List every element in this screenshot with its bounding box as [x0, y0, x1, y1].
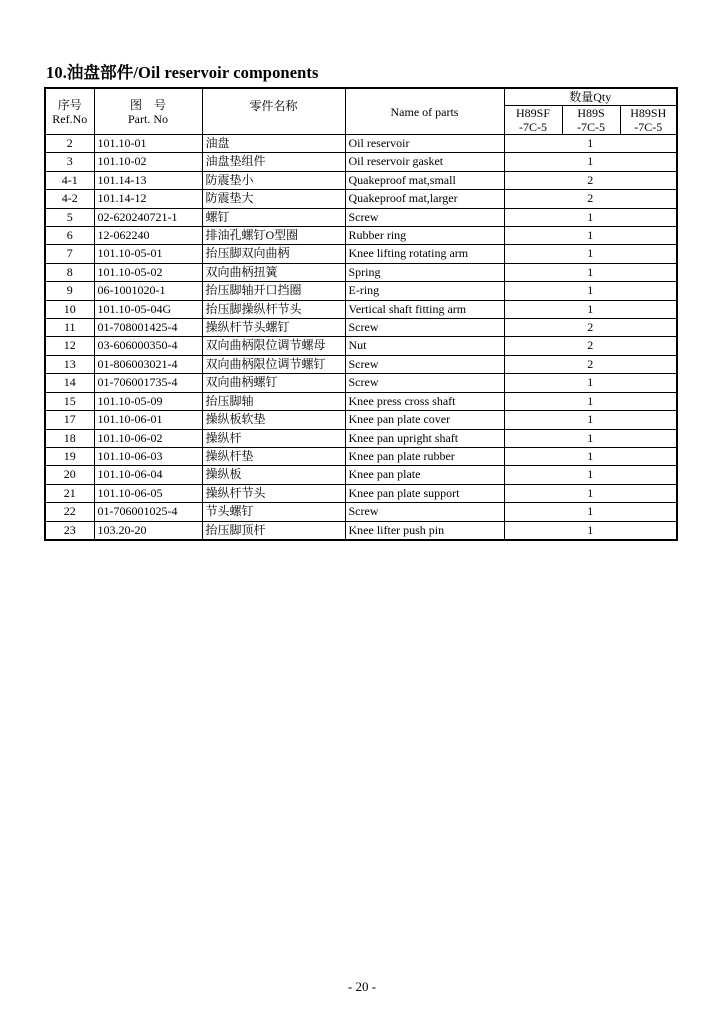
name-en-cell: Knee lifting rotating arm: [345, 245, 504, 263]
name-cn-cell: 油盘: [202, 135, 345, 153]
ref-cell: 2: [45, 135, 94, 153]
name-cn-cell: 操纵杆: [202, 429, 345, 447]
part-number-cell: 101.10-02: [94, 153, 202, 171]
table-row: [45, 190, 677, 208]
name-en-cell: Screw: [345, 208, 504, 226]
quantity-cell: 1: [504, 466, 677, 484]
part-number-cell: 101.10-06-02: [94, 429, 202, 447]
quantity-cell: 1: [504, 300, 677, 318]
name-en-cell: Screw: [345, 355, 504, 373]
quantity-cell: 1: [504, 411, 677, 429]
part-number-cell: 02-620240721-1: [94, 208, 202, 226]
name-cn-cell: 螺钉: [202, 208, 345, 226]
name-en-cell: Screw: [345, 374, 504, 392]
header-part-en: Part. No: [128, 111, 168, 126]
name-cn-cell: 油盘垫组件: [202, 153, 345, 171]
parts-table: [44, 87, 678, 541]
table-row: [45, 300, 677, 318]
model-3-line2: -7C-5: [634, 120, 663, 134]
ref-cell: 11: [45, 319, 94, 337]
table-row: [45, 447, 677, 465]
table-row: [45, 153, 677, 171]
part-number-cell: 01-708001425-4: [94, 319, 202, 337]
name-cn-cell: 节头螺钉: [202, 503, 345, 521]
ref-cell: 23: [45, 521, 94, 540]
part-number-cell: 101.10-06-04: [94, 466, 202, 484]
name-cn-cell: 双向曲柄限位调节螺母: [202, 337, 345, 355]
name-cn-cell: 操纵杆节头: [202, 484, 345, 502]
ref-cell: 19: [45, 447, 94, 465]
ref-cell: 6: [45, 227, 94, 245]
table-row: [45, 171, 677, 189]
model-3-line1: H89SH: [630, 106, 667, 120]
header-ref-cn: 序号: [57, 97, 82, 112]
name-en-cell: E-ring: [345, 282, 504, 300]
ref-cell: 12: [45, 337, 94, 355]
quantity-cell: 1: [504, 153, 677, 171]
name-cn-cell: 抬压脚顶杆: [202, 521, 345, 540]
quantity-cell: 2: [504, 319, 677, 337]
part-number-cell: 01-806003021-4: [94, 355, 202, 373]
part-number-cell: 01-706001025-4: [94, 503, 202, 521]
quantity-cell: 1: [504, 503, 677, 521]
name-cn-cell: 抬压脚轴开口挡圈: [202, 282, 345, 300]
table-row: [45, 135, 677, 153]
table-row: [45, 208, 677, 226]
part-number-cell: 12-062240: [94, 227, 202, 245]
header-part: [94, 88, 202, 135]
header-part-cn: 图 号: [129, 97, 166, 112]
header-qty: 数量Qty: [504, 88, 677, 106]
name-en-cell: Vertical shaft fitting arm: [345, 300, 504, 318]
name-en-cell: Rubber ring: [345, 227, 504, 245]
table-row: [45, 392, 677, 410]
part-number-cell: 01-706001735-4: [94, 374, 202, 392]
name-cn-cell: 排油孔螺钉O型圈: [202, 227, 345, 245]
name-cn-cell: 双向曲柄限位调节螺钉: [202, 355, 345, 373]
table-row: [45, 245, 677, 263]
header-model-3: [620, 106, 677, 135]
part-number-cell: 101.14-13: [94, 171, 202, 189]
name-en-cell: Oil reservoir gasket: [345, 153, 504, 171]
table-row: [45, 355, 677, 373]
header-row-1: [45, 88, 677, 106]
quantity-cell: 2: [504, 190, 677, 208]
name-en-cell: Quakeproof mat,larger: [345, 190, 504, 208]
part-number-cell: 101.10-06-05: [94, 484, 202, 502]
ref-cell: 10: [45, 300, 94, 318]
table-row: [45, 484, 677, 502]
name-cn-cell: 抬压脚操纵杆节头: [202, 300, 345, 318]
header-model-1: [504, 106, 562, 135]
table-row: [45, 337, 677, 355]
name-en-cell: Screw: [345, 319, 504, 337]
quantity-cell: 1: [504, 208, 677, 226]
part-number-cell: 101.10-06-03: [94, 447, 202, 465]
ref-cell: 9: [45, 282, 94, 300]
ref-cell: 5: [45, 208, 94, 226]
part-number-cell: 03-606000350-4: [94, 337, 202, 355]
table-row: [45, 227, 677, 245]
ref-cell: 13: [45, 355, 94, 373]
ref-cell: 21: [45, 484, 94, 502]
quantity-cell: 1: [504, 521, 677, 540]
header-ref: [45, 88, 94, 135]
ref-cell: 20: [45, 466, 94, 484]
part-number-cell: 06-1001020-1: [94, 282, 202, 300]
name-en-cell: Knee lifter push pin: [345, 521, 504, 540]
name-cn-cell: 抬压脚轴: [202, 392, 345, 410]
header-ref-en: Ref.No: [52, 111, 88, 126]
parts-table-body: [45, 135, 677, 540]
quantity-cell: 2: [504, 355, 677, 373]
table-row: [45, 282, 677, 300]
ref-cell: 8: [45, 263, 94, 281]
name-cn-cell: 双向曲柄扭簧: [202, 263, 345, 281]
model-2-line1: H89S: [577, 106, 605, 120]
section-title: 10.油盘部件/Oil reservoir components: [46, 63, 319, 82]
ref-cell: 14: [45, 374, 94, 392]
name-cn-cell: 防震垫小: [202, 171, 345, 189]
quantity-cell: 1: [504, 447, 677, 465]
part-number-cell: 101.10-05-09: [94, 392, 202, 410]
page-number: - 20 -: [347, 979, 377, 994]
table-row: [45, 411, 677, 429]
table-row: [45, 263, 677, 281]
quantity-cell: 1: [504, 484, 677, 502]
name-en-cell: Knee pan upright shaft: [345, 429, 504, 447]
name-en-cell: Spring: [345, 263, 504, 281]
name-en-cell: Knee pan plate cover: [345, 411, 504, 429]
ref-cell: 4-1: [45, 171, 94, 189]
model-2-line2: -7C-5: [577, 120, 605, 134]
quantity-cell: 2: [504, 171, 677, 189]
header-model-2: [562, 106, 620, 135]
header-name-en: Name of parts: [345, 88, 504, 135]
name-en-cell: Knee pan plate rubber: [345, 447, 504, 465]
name-en-cell: Knee pan plate: [345, 466, 504, 484]
quantity-cell: 1: [504, 282, 677, 300]
name-en-cell: Oil reservoir: [345, 135, 504, 153]
name-cn-cell: 操纵杆节头螺钉: [202, 319, 345, 337]
name-en-cell: Knee press cross shaft: [345, 392, 504, 410]
quantity-cell: 1: [504, 263, 677, 281]
ref-cell: 15: [45, 392, 94, 410]
table-row: [45, 521, 677, 540]
name-en-cell: Knee pan plate support: [345, 484, 504, 502]
table-row: [45, 319, 677, 337]
name-cn-cell: 抬压脚双向曲柄: [202, 245, 345, 263]
header-name-cn: 零件名称: [202, 88, 345, 135]
part-number-cell: 103.20-20: [94, 521, 202, 540]
quantity-cell: 2: [504, 337, 677, 355]
name-en-cell: Screw: [345, 503, 504, 521]
name-cn-cell: 操纵杆垫: [202, 447, 345, 465]
part-number-cell: 101.10-05-01: [94, 245, 202, 263]
quantity-cell: 1: [504, 374, 677, 392]
part-number-cell: 101.10-05-04G: [94, 300, 202, 318]
part-number-cell: 101.10-06-01: [94, 411, 202, 429]
model-1-line2: -7C-5: [519, 120, 547, 134]
quantity-cell: 1: [504, 245, 677, 263]
part-number-cell: 101.10-01: [94, 135, 202, 153]
part-number-cell: 101.10-05-02: [94, 263, 202, 281]
quantity-cell: 1: [504, 429, 677, 447]
table-row: [45, 466, 677, 484]
quantity-cell: 1: [504, 392, 677, 410]
table-row: [45, 429, 677, 447]
ref-cell: 17: [45, 411, 94, 429]
table-row: [45, 374, 677, 392]
name-cn-cell: 操纵板: [202, 466, 345, 484]
part-number-cell: 101.14-12: [94, 190, 202, 208]
ref-cell: 4-2: [45, 190, 94, 208]
name-cn-cell: 双向曲柄螺钉: [202, 374, 345, 392]
name-cn-cell: 防震垫大: [202, 190, 345, 208]
table-row: [45, 503, 677, 521]
quantity-cell: 1: [504, 135, 677, 153]
ref-cell: 7: [45, 245, 94, 263]
model-1-line1: H89SF: [515, 106, 550, 120]
name-en-cell: Nut: [345, 337, 504, 355]
name-cn-cell: 操纵板软垫: [202, 411, 345, 429]
ref-cell: 18: [45, 429, 94, 447]
ref-cell: 22: [45, 503, 94, 521]
quantity-cell: 1: [504, 227, 677, 245]
name-en-cell: Quakeproof mat,small: [345, 171, 504, 189]
ref-cell: 3: [45, 153, 94, 171]
